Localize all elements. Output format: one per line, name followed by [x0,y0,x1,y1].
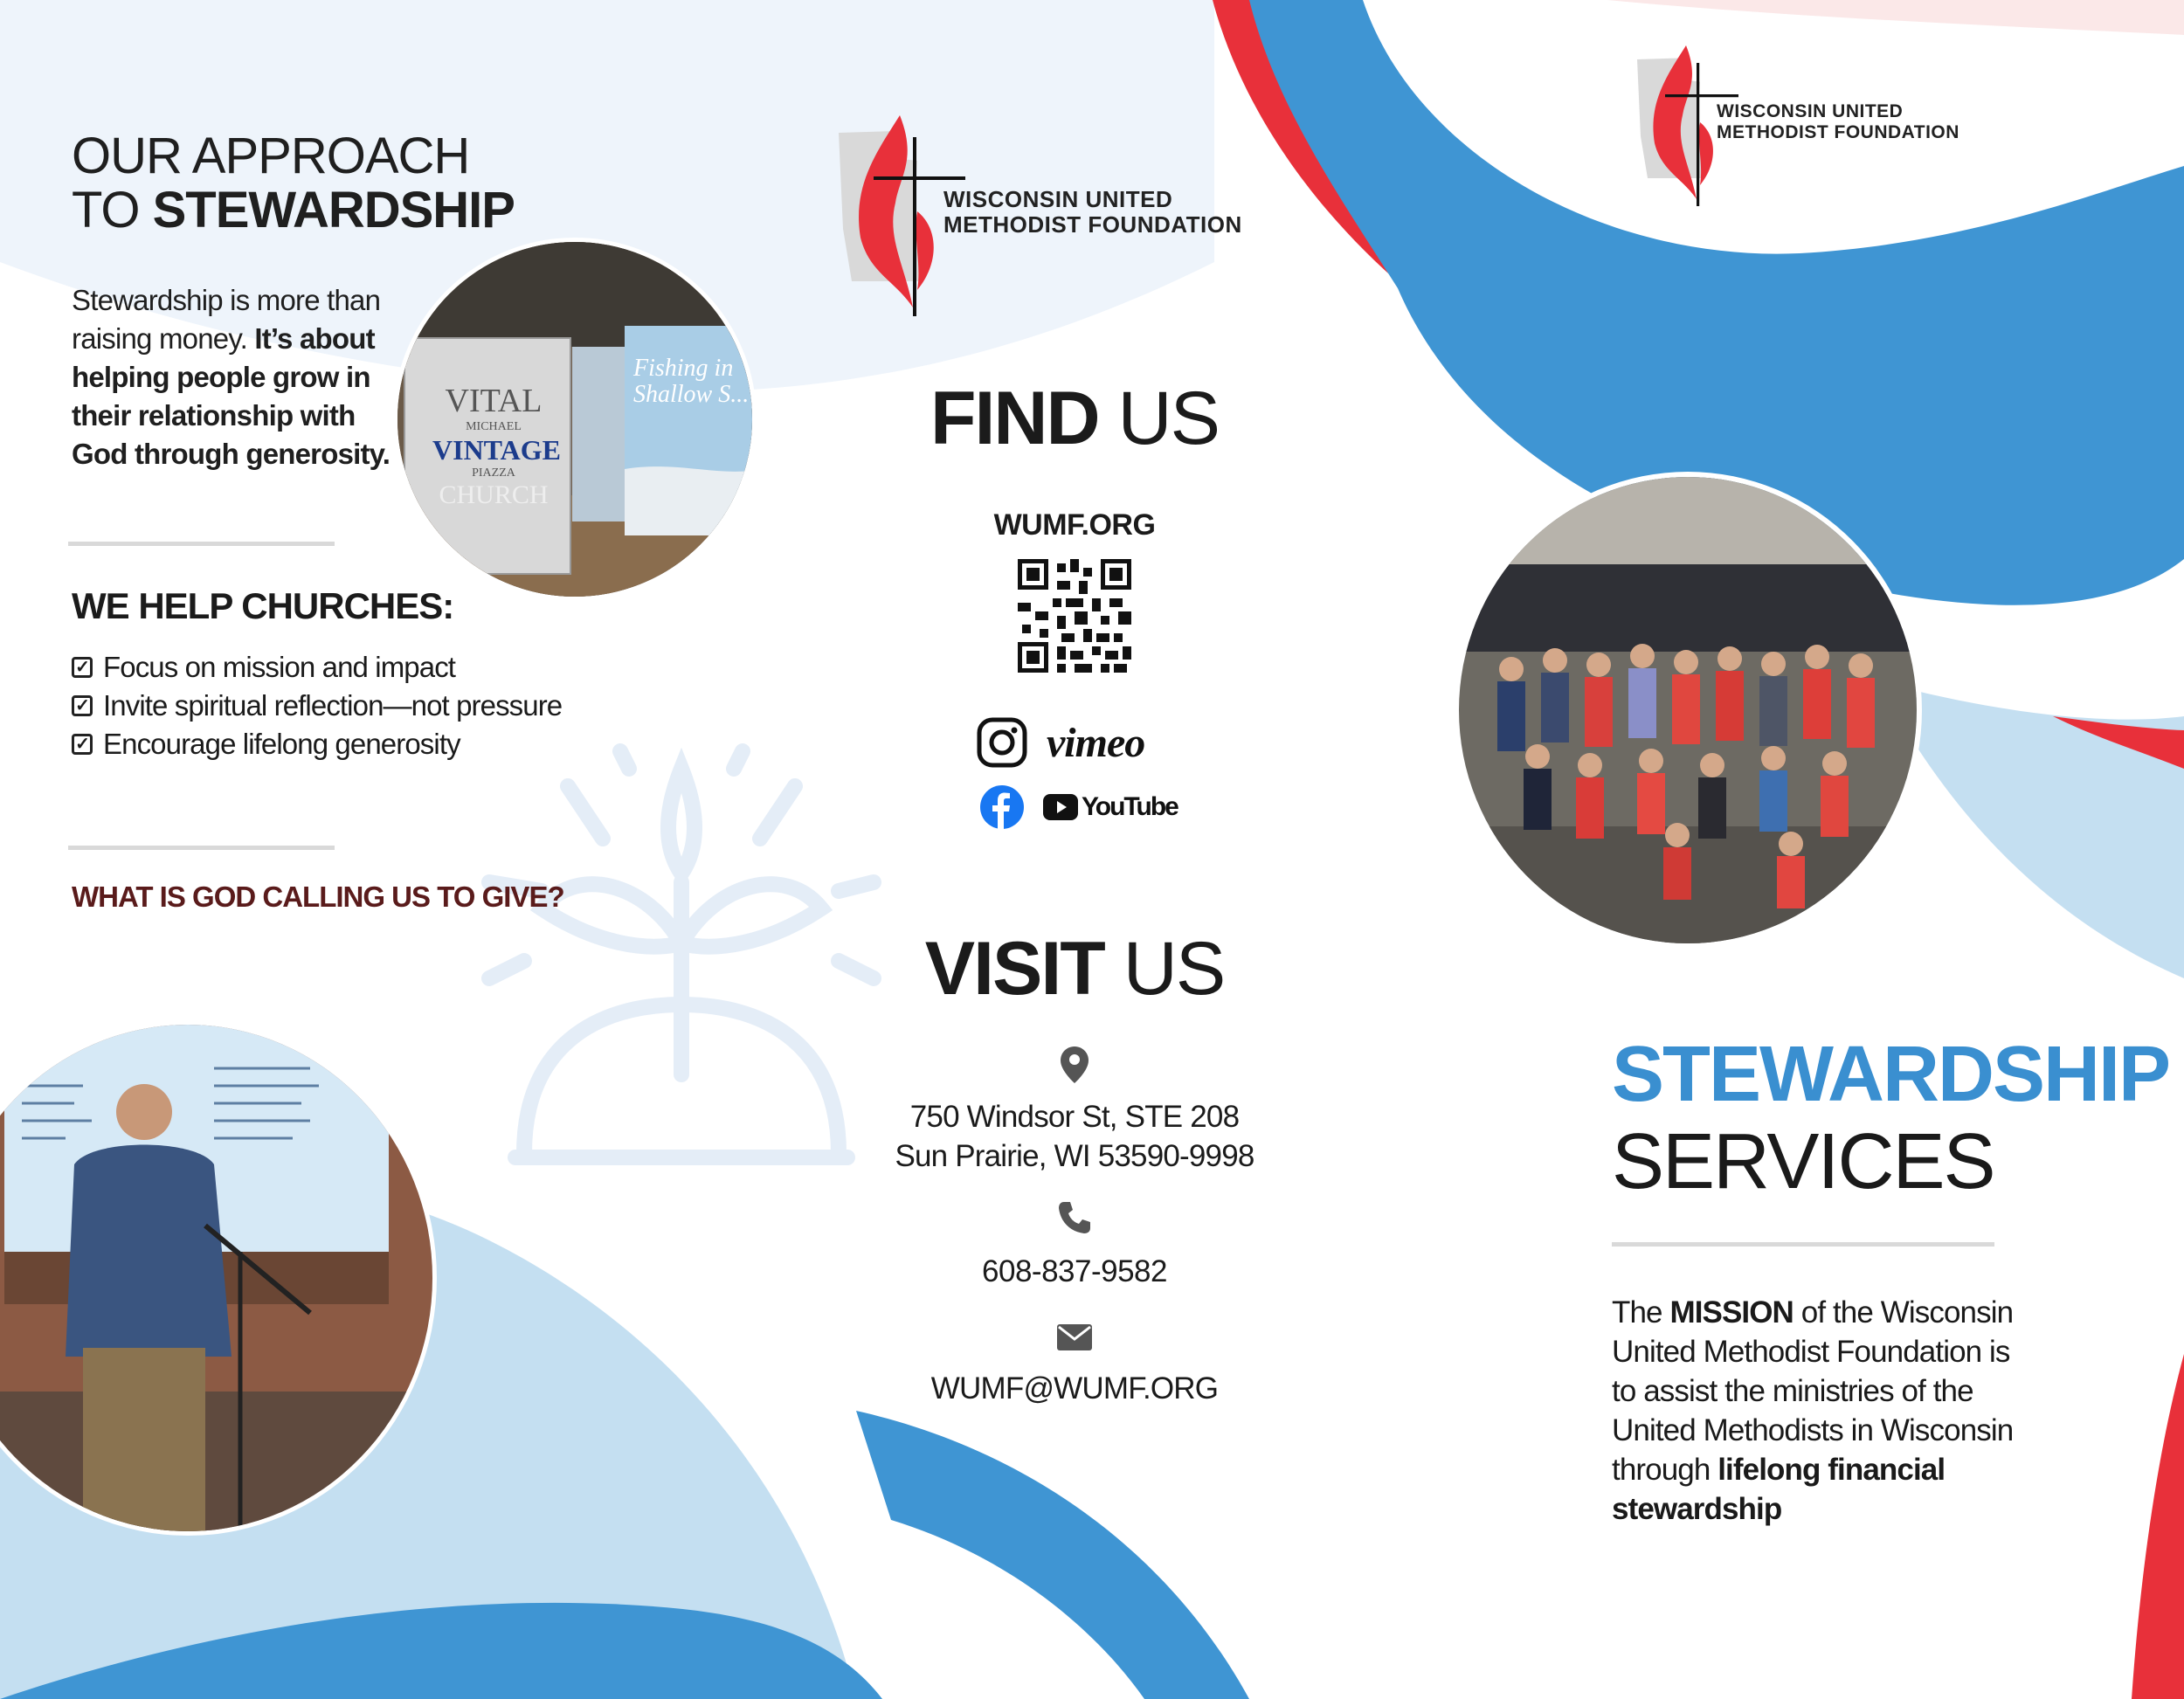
intro-plain: Stewardship is more than raising money. [72,284,381,355]
list-item [72,725,562,763]
logo-line1: WISCONSIN UNITED [943,186,1173,212]
address [812,1097,1337,1176]
find-title-bold: FIND [930,376,1099,460]
visit-us-title [812,926,1337,1012]
book1-line4: PIAZZA [472,466,515,480]
intro-bold: It’s about helping people grow in their relationship with God through generosity. [72,322,390,470]
list-item [72,687,562,725]
help-item-2: Invite spiritual reflection—not pressure [103,689,563,722]
youtube-label: YouTube [1082,792,1178,821]
social-row-2 [980,784,1178,830]
qr-code[interactable] [1018,559,1131,673]
divider-2 [68,846,335,850]
services-title-black: SERVICES [1612,1118,1994,1205]
book2-title: Fishing in Shallow S... [633,355,750,408]
mission-statement [1612,1293,2022,1529]
mission-bold-2: lifelong financial stewardship [1612,1453,1946,1526]
logo-right-line2: METHODIST FOUNDATION [1717,122,1959,142]
approach-title-bold: STEWARDSHIP [152,182,515,238]
book1-line3: VINTAGE [432,434,561,466]
visit-title-bold: VISIT [924,927,1104,1011]
list-item [72,648,562,687]
services-title-blue: STEWARDSHIP [1612,1031,2170,1118]
books-photo [393,238,757,601]
mission-2: of the Wisconsin United Methodist Foundation is to assist the ministries of the United Methodists in Wisconsin through [1612,1295,2014,1487]
book1-title [432,382,561,510]
logo-middle [834,107,1271,316]
find-us-title [812,376,1337,462]
divider-right [1612,1242,1994,1247]
checkbox-icon: ✓ [72,734,93,755]
help-item-1: Focus on mission and impact [103,651,456,683]
intro-paragraph [72,281,404,473]
logo-right [1634,35,2001,210]
facebook-icon[interactable] [980,785,1024,829]
book1-line1: VITAL [445,383,543,419]
email-icon [1057,1324,1092,1350]
help-title: WE HELP CHURCHES: [72,585,454,626]
checkbox-icon: ✓ [72,695,93,716]
phone-icon [1057,1200,1092,1235]
address-line2: Sun Prairie, WI 53590-9998 [895,1139,1254,1173]
book1-line5: CHURCH [439,480,549,509]
visit-title-rest: US [1103,927,1225,1011]
social-row-1 [977,716,1144,769]
book1-line2: MICHAEL [466,420,522,433]
help-item-3: Encourage lifelong generosity [103,728,460,760]
instagram-icon[interactable] [977,717,1027,768]
website-link[interactable]: WUMF.ORG [993,508,1156,542]
phone-number[interactable]: 608-837-9582 [982,1254,1167,1288]
services-title [1612,1031,2169,1205]
mission-bold-1: MISSION [1669,1295,1794,1330]
find-title-rest: US [1098,376,1219,460]
vimeo-icon[interactable]: vimeo [1047,719,1145,766]
divider-1 [68,542,335,546]
logo-line2: METHODIST FOUNDATION [943,211,1242,238]
address-line1: 750 Windsor St, STE 208 [909,1100,1240,1134]
mission-1: The [1612,1295,1670,1330]
location-pin-icon [1061,1046,1089,1083]
help-list [72,648,562,763]
approach-title [72,129,515,238]
email-address[interactable]: WUMF@WUMF.ORG [930,1371,1219,1405]
checkbox-icon: ✓ [72,657,93,678]
youtube-icon [1043,794,1078,820]
logo-right-line1: WISCONSIN UNITED [1717,101,1904,121]
approach-title-prefix: TO [72,182,153,238]
calling-question: WHAT IS GOD CALLING US TO GIVE? [72,881,564,913]
youtube-link[interactable] [1043,792,1178,822]
group-photo [1454,472,1922,949]
approach-title-line1: OUR APPROACH [72,128,470,184]
